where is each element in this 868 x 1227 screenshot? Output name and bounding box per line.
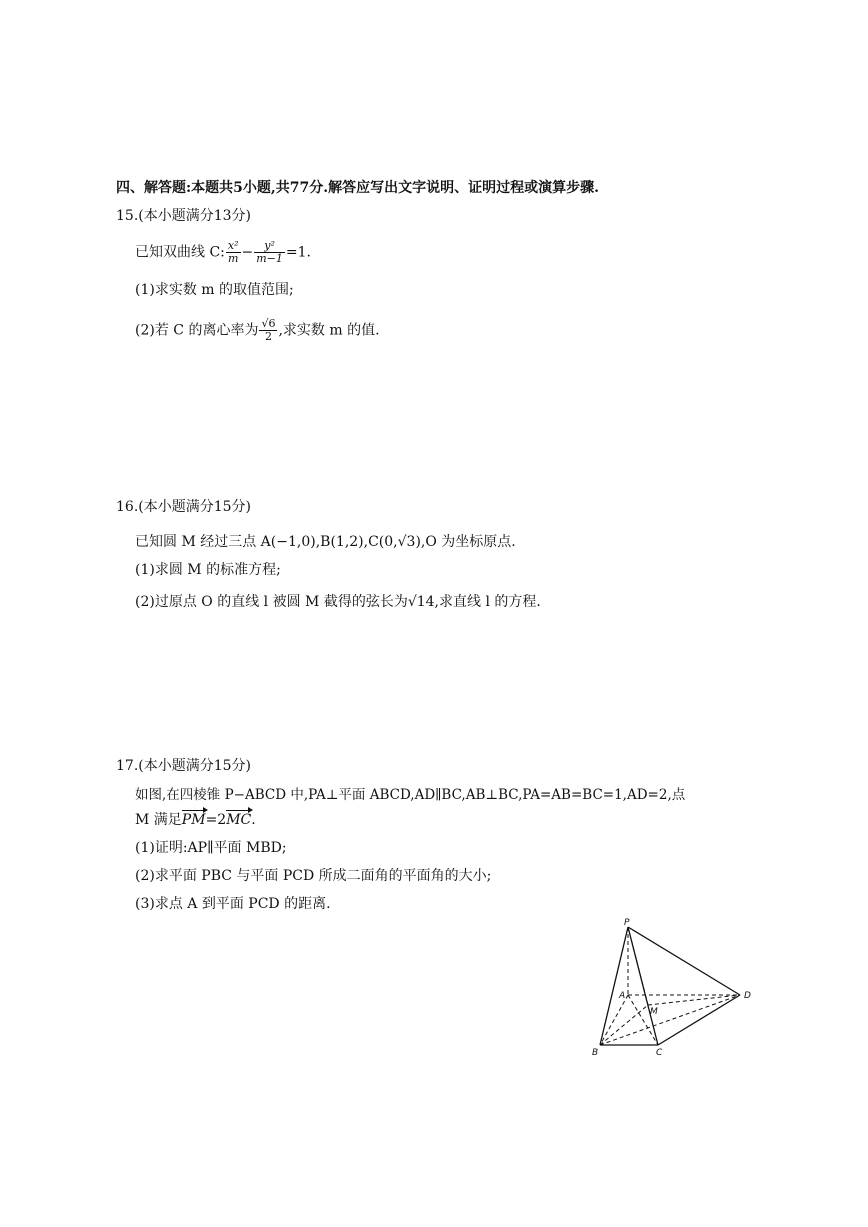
q15-stem-prefix: 已知双曲线 C: xyxy=(135,244,225,261)
q15-part1: (1)求实数 m 的取值范围; xyxy=(135,282,294,298)
edge-ab xyxy=(600,995,628,1045)
q15-part2-prefix: (2)若 C 的离心率为 xyxy=(135,322,259,339)
q15-minus: − xyxy=(241,244,254,261)
q17-part3: (3)求点 A 到平面 PCD 的距离. xyxy=(135,896,331,912)
q15-stem xyxy=(135,240,311,265)
q16-stem: 已知圆 M 经过三点 A(−1,0),B(1,2),C(0,√3),O 为坐标原点. xyxy=(135,534,516,550)
vector-pm: PM xyxy=(181,812,206,828)
label-m: M xyxy=(650,1007,658,1017)
q17-part2: (2)求平面 PBC 与平面 PCD 所成二面角的平面角的大小; xyxy=(135,868,492,884)
edge-ac xyxy=(628,995,658,1045)
q15-part2 xyxy=(135,318,380,343)
q16-header: 16.(本小题满分15分) xyxy=(116,499,252,515)
q15-frac-x: $\frac{\text{x²}}{m}$ xyxy=(227,239,239,265)
pyramid-figure xyxy=(590,915,765,1060)
label-c: C xyxy=(656,1048,663,1058)
q16-part1: (1)求圆 M 的标准方程; xyxy=(135,562,281,578)
vector-mc: MC xyxy=(226,812,252,828)
q17-part1: (1)证明:AP∥平面 MBD; xyxy=(135,840,287,856)
q17-stem2-suffix: . xyxy=(251,812,256,828)
edge-pd xyxy=(628,927,740,995)
section-heading: 四、解答题:本题共5小题,共77分.解答应写出文字说明、证明过程或演算步骤. xyxy=(116,180,600,196)
label-b: B xyxy=(592,1048,599,1058)
label-p: P xyxy=(624,918,630,928)
q15-frac-y: $\frac{\text{y²}}{m-1}$ xyxy=(256,239,283,265)
edge-pc xyxy=(628,927,658,1045)
edge-bm xyxy=(600,1005,648,1045)
q17-header: 17.(本小题满分15分) xyxy=(116,758,252,774)
label-d: D xyxy=(744,991,751,1001)
q17-stem: 如图,在四棱锥 P−ABCD 中,PA⊥平面 ABCD,AD∥BC,AB⊥BC,PA=AB=BC=1,AD=2,点 xyxy=(135,787,686,803)
label-a: A xyxy=(619,991,626,1001)
q15-eccentricity-frac: $\frac{√6}{2}$ xyxy=(261,317,276,343)
q16-part2: (2)过原点 O 的直线 l 被圆 M 截得的弦长为√14,求直线 l 的方程. xyxy=(135,594,541,610)
edge-pb xyxy=(600,927,628,1045)
q17-stem2 xyxy=(135,810,256,830)
q17-stem2-prefix: M 满足 xyxy=(135,812,182,828)
q15-part2-suffix: ,求实数 m 的值. xyxy=(278,322,380,339)
q15-header: 15.(本小题满分13分) xyxy=(116,208,252,224)
q17-stem2-mid: =2 xyxy=(205,812,227,828)
q15-stem-suffix: =1. xyxy=(285,244,311,261)
